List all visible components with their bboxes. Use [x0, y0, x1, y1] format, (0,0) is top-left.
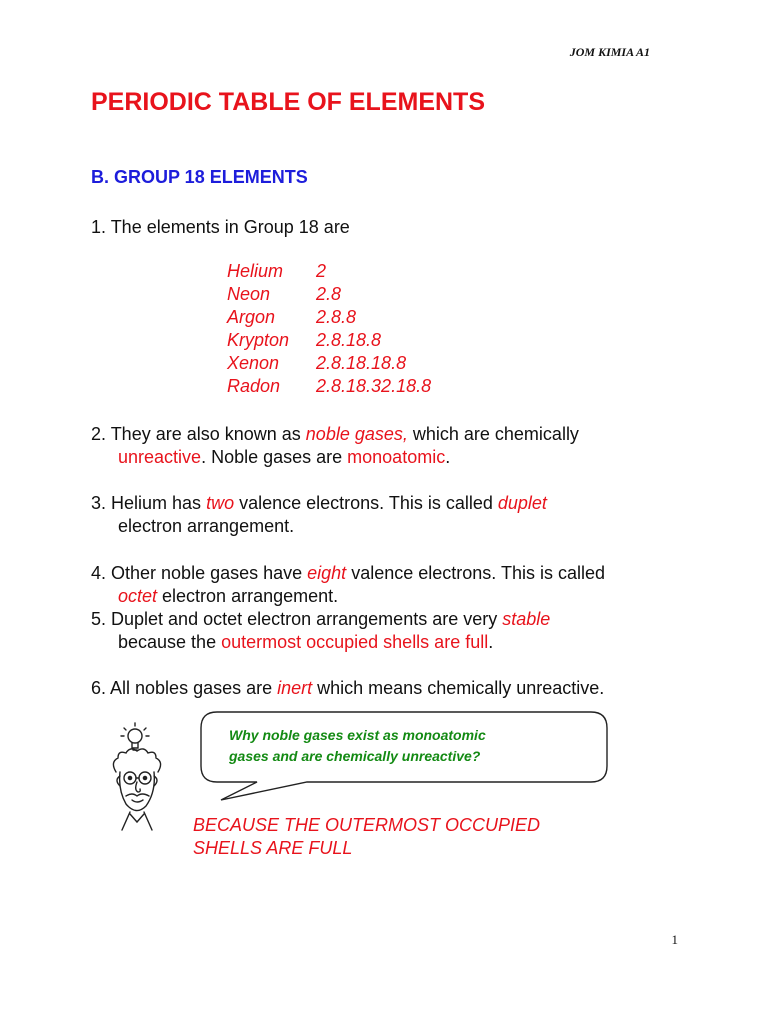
point-3: [91, 492, 547, 538]
point-2-text-g: .: [445, 447, 451, 467]
point-5: [91, 608, 550, 654]
point-5-line-2: [91, 631, 550, 654]
scientist-cartoon-icon: [104, 720, 186, 832]
point-5-text-c: because the: [118, 632, 222, 652]
point-3-text-a: 3. Helium has: [91, 493, 207, 513]
element-electron-config: 2.8.18.8: [316, 330, 382, 350]
point-3-line-2: electron arrangement.: [118, 516, 295, 536]
element-row: [227, 375, 431, 398]
point-5-text-e: .: [488, 632, 494, 652]
point-1-text: 1. The elements in Group 18 are: [91, 217, 350, 237]
point-5-text-a: 5. Duplet and octet electron arrangements are very: [91, 609, 503, 629]
point-4-line-2: [91, 585, 605, 608]
point-2-text-c: which are chemically: [407, 424, 579, 444]
element-name: Argon: [227, 307, 276, 327]
point-2-text-a: 2. They are also known as: [91, 424, 306, 444]
element-row: [227, 352, 431, 375]
point-6-text-c: which means chemically unreactive.: [312, 678, 605, 698]
point-5-outermost-shells: outermost occupied shells are full: [221, 632, 489, 652]
page-number: 1: [671, 932, 678, 947]
point-2: [91, 423, 579, 469]
element-name: Radon: [227, 376, 281, 396]
point-2-noble-gases: noble gases,: [305, 424, 408, 444]
answer-line-1: BECAUSE THE OUTERMOST OCCUPIED: [193, 815, 541, 835]
point-4-text-e: electron arrangement.: [157, 586, 339, 606]
point-2-unreactive: unreactive: [118, 447, 202, 467]
element-electron-config: 2: [316, 261, 327, 281]
bubble-line-1: Why noble gases exist as monoatomic: [229, 727, 486, 743]
answer-text: [193, 814, 540, 860]
point-4-text-a: 4. Other noble gases have: [91, 563, 308, 583]
point-4-octet: octet: [118, 586, 158, 606]
light-bulb-icon: [128, 729, 142, 743]
answer-line-2: SHELLS ARE FULL: [193, 838, 353, 858]
point-4: [91, 562, 605, 608]
header-course-label: JOM KIMIA A1: [569, 45, 650, 59]
point-4-text-c: valence electrons. This is called: [346, 563, 605, 583]
point-6-text-a: 6. All nobles gases are: [91, 678, 278, 698]
element-electron-config: 2.8.18.32.18.8: [316, 376, 432, 396]
element-electron-config: 2.8: [316, 284, 342, 304]
point-3-duplet: duplet: [497, 493, 547, 513]
point-2-monoatomic: monoatomic: [347, 447, 446, 467]
bubble-line-2: gases and are chemically unreactive?: [229, 748, 481, 764]
element-name: Neon: [227, 284, 271, 304]
point-3-text-c: valence electrons. This is called: [234, 493, 498, 513]
bubble-question: [229, 725, 589, 767]
element-row: [227, 283, 431, 306]
section-heading: B. GROUP 18 ELEMENTS: [91, 167, 308, 187]
point-4-eight: eight: [307, 563, 347, 583]
element-name: Helium: [227, 261, 284, 281]
point-2-text-e: . Noble gases are: [201, 447, 348, 467]
page-title: PERIODIC TABLE OF ELEMENTS: [91, 88, 485, 116]
point-6: [91, 677, 604, 700]
point-5-stable: stable: [502, 609, 551, 629]
point-2-line-2: [91, 446, 579, 469]
point-1: [91, 216, 350, 239]
element-row: [227, 260, 431, 283]
point-3-two: two: [206, 493, 235, 513]
element-electron-config: 2.8.8: [316, 307, 357, 327]
point-6-inert: inert: [277, 678, 313, 698]
element-electron-config: 2.8.18.18.8: [316, 353, 407, 373]
element-row: [227, 329, 431, 352]
element-name: Xenon: [227, 353, 280, 373]
element-row: [227, 306, 431, 329]
element-name: Krypton: [227, 330, 290, 350]
elements-table: [227, 260, 431, 398]
